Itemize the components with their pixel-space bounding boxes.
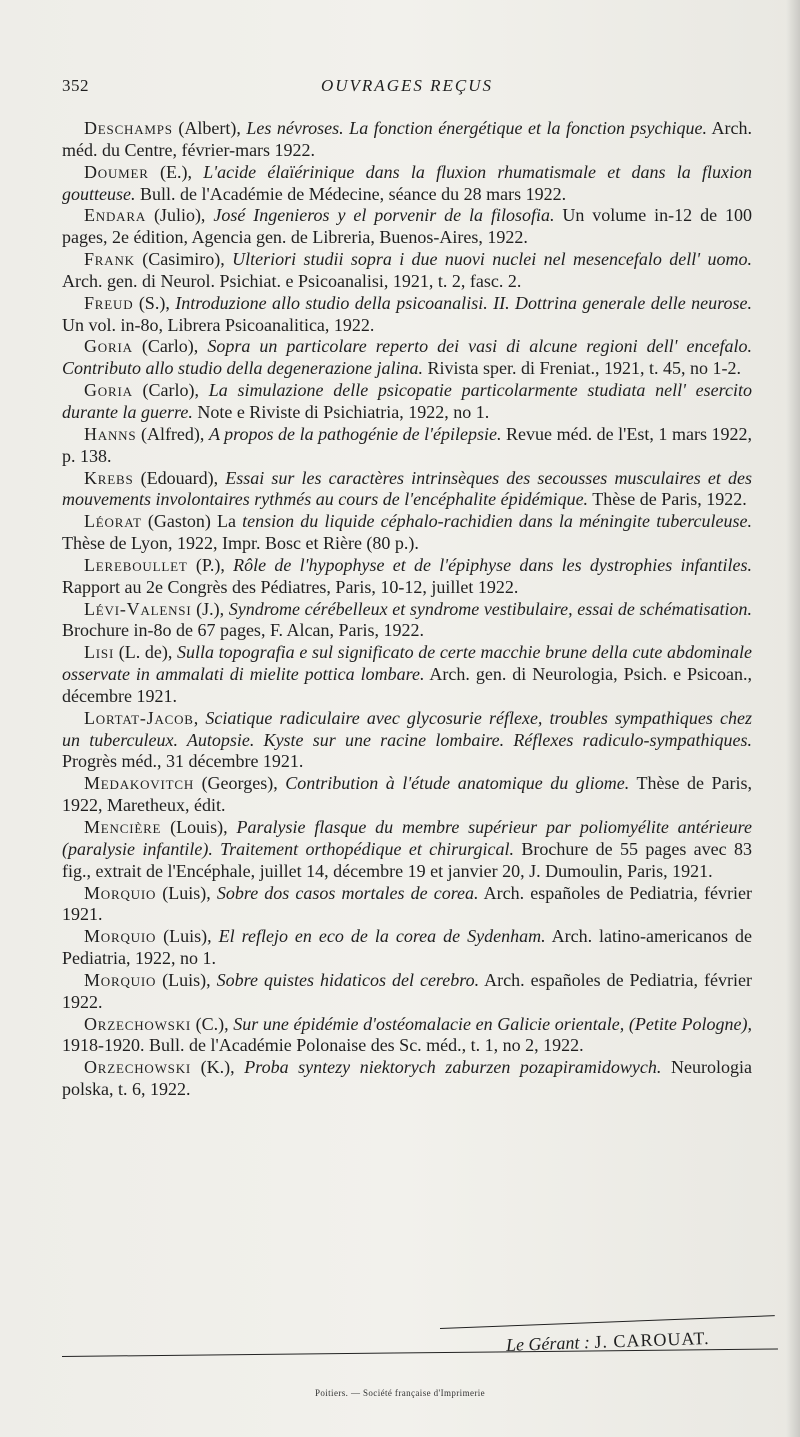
reference-source: Brochure de 55 pages avec 83 fig., extrait de l'Encéphale, juillet 14, décembre 19 et janvier 20, J. Dumoulin, Paris, 1921.	[62, 838, 752, 881]
reference-initials: (Georges),	[194, 773, 286, 794]
reference-author: Morquio	[84, 969, 157, 990]
reference-author: Goria	[84, 336, 133, 357]
reference-source: Arch. españoles de Pediatria, février 1922.	[62, 969, 752, 1012]
reference-source: Arch. españoles de Pediatria, février 1921.	[62, 882, 752, 925]
reference-entry	[62, 1057, 752, 1101]
signature-name: J. CAROUAT.	[594, 1327, 710, 1352]
signature-label: Le Gérant :	[505, 1332, 591, 1355]
reference-entry	[62, 249, 752, 293]
reference-entry	[62, 162, 752, 206]
reference-author: Deschamps	[84, 118, 173, 138]
reference-initials: (Albert),	[172, 118, 247, 138]
reference-author: Medakovitch	[84, 773, 195, 794]
reference-entry	[62, 642, 752, 708]
reference-title: A propos de la pathogénie de l'épilepsie.	[208, 423, 502, 444]
reference-source: Un vol. in-8o, Librera Psicoanalitica, 1922.	[62, 314, 375, 335]
reference-entry	[62, 511, 752, 555]
reference-source: Progrès méd., 31 décembre 1921.	[62, 751, 304, 772]
reference-entry	[62, 599, 752, 643]
reference-title: Rôle de l'hypophyse et de l'épiphyse dans les dystrophies infantiles.	[233, 554, 752, 575]
reference-source: Arch. gen. di Neurologia, Psich. e Psicoan., décembre 1921.	[62, 664, 752, 706]
reference-title: Essai sur les caractères intrinsèques des secousses musculaires et des mouvements involontaires rythmés au cours de l'encéphalite épidémique.	[62, 467, 753, 510]
reference-source: Neurologia polska, t. 6, 1922.	[62, 1057, 752, 1100]
reference-title: L'acide élaïérinique dans la fluxion rhumatismale et dans la fluxion goutteuse.	[62, 161, 753, 204]
reference-entry	[62, 424, 752, 468]
reference-author: Doumer	[84, 161, 149, 182]
reference-title: Proba syntezy niektorych zaburzen pozapiramidowych.	[244, 1057, 662, 1078]
page-edge-shadow	[786, 0, 800, 1437]
reference-initials: (Casimiro),	[134, 249, 233, 270]
reference-title: Sulla topografia e sul significato de certe macchie brune della cute abdominale osservate in ammalati di mielite pottica lombare.	[62, 642, 753, 685]
reference-title: José Ingenieros y el porvenir de la filosofia.	[213, 205, 555, 226]
reference-initials: (Carlo),	[132, 380, 209, 401]
reference-title: Sopra un particolare reperto dei vasi di alcune regioni dell' encefalo. Contributo allo studio della degenerazione jalina.	[62, 336, 752, 379]
reference-title: Sciatique radiculaire avec glycosurie réflexe, troubles sympathiques chez un tuberculeux. Autopsie. Kyste sur une racine lombaire. Réflexes radiculo-sympathiques.	[62, 707, 752, 750]
reference-title: El reflejo en eco de la corea de Sydenham.	[218, 926, 546, 947]
references-list	[62, 118, 752, 1101]
reference-author: Frank	[84, 249, 135, 270]
reference-source: Note e Riviste di Psichiatria, 1922, no 1.	[192, 401, 490, 422]
reference-initials: (Edouard),	[133, 467, 226, 488]
reference-source: Thèse de Paris, 1922.	[588, 489, 747, 510]
reference-entry	[62, 293, 752, 337]
reference-initials: (Alfred),	[136, 423, 209, 444]
reference-entry	[62, 205, 752, 249]
reference-title: Les névroses. La fonction énergétique et la fonction psychique.	[246, 118, 707, 138]
reference-source: Arch. gen. di Neurol. Psichiat. e Psicoanalisi, 1921, t. 2, fasc. 2.	[62, 270, 522, 291]
reference-author: Freud	[84, 292, 134, 313]
reference-source: Bull. de l'Académie de Médecine, séance du 28 mars 1922.	[135, 183, 567, 204]
reference-author: Lortat-Jacob	[84, 707, 194, 728]
reference-title: Sobre dos casos mortales de corea.	[216, 882, 479, 903]
reference-entry	[62, 926, 752, 970]
reference-initials: (Gaston) La	[141, 511, 243, 532]
reference-initials: (Louis),	[161, 817, 237, 837]
reference-source: Thèse de Paris, 1922, Maretheux, édit.	[62, 773, 752, 816]
reference-initials: (Julio),	[146, 205, 214, 226]
reference-initials: (Luis),	[156, 969, 217, 990]
reference-initials: (Luis),	[156, 926, 219, 947]
reference-author: Orzechowski	[84, 1013, 192, 1034]
reference-entry	[62, 118, 752, 162]
printer-imprint: Poitiers. — Société française d'Imprimerie	[314, 1388, 486, 1398]
reference-entry	[62, 883, 752, 927]
reference-initials: (P.),	[187, 554, 234, 575]
reference-initials: (J.),	[191, 598, 229, 619]
page-number: 352	[62, 76, 89, 95]
reference-title: tension du liquide céphalo-rachidien dans la méningite tuberculeuse.	[242, 511, 753, 532]
reference-title: Introduzione allo studio della psicoanalisi. II. Dottrina generale delle neurose.	[175, 292, 753, 313]
page-header	[62, 76, 752, 100]
reference-entry	[62, 708, 752, 774]
reference-initials: (S.),	[133, 292, 176, 313]
reference-entry	[62, 970, 752, 1014]
reference-entry	[62, 380, 752, 424]
reference-initials: (Carlo),	[132, 336, 208, 357]
reference-author: Krebs	[84, 467, 134, 488]
bottom-rule	[62, 1349, 778, 1357]
reference-source: Arch. latino-americanos de Pediatria, 1922, no 1.	[62, 926, 752, 969]
reference-title: Sur une épidémie d'ostéomalacie en Galicie orientale, (Petite Pologne),	[233, 1013, 752, 1034]
reference-initials: (Luis),	[156, 882, 217, 903]
reference-source: Rapport au 2e Congrès des Pédiatres, Paris, 10-12, juillet 1922.	[62, 576, 519, 597]
reference-initials: (C.),	[191, 1013, 234, 1034]
running-head: OUVRAGES REÇUS	[320, 76, 493, 95]
reference-author: Léorat	[84, 511, 142, 532]
reference-title: Ulteriori studii sopra i due nuovi nuclei nel mesencefalo dell' uomo.	[232, 249, 752, 270]
reference-entry	[62, 1014, 752, 1058]
reference-title: Paralysie flasque du membre supérieur par poliomyélite antérieure (paralysie infantile). Traitement orthopédique et chirurgical.	[62, 817, 752, 859]
reference-entry	[62, 555, 752, 599]
reference-initials: (E.),	[148, 161, 204, 182]
reference-entry	[62, 817, 752, 883]
reference-author: Endara	[84, 205, 147, 226]
reference-title: La simulazione delle psicopatie particolarmente studiata nell' esercito durante la guerre.	[62, 380, 752, 422]
reference-entry	[62, 468, 752, 512]
reference-author: Morquio	[84, 926, 157, 947]
reference-author: Goria	[84, 380, 133, 401]
reference-title: Sobre quistes hidaticos del cerebro.	[216, 969, 480, 990]
reference-title: Syndrome cérébelleux et syndrome vestibulaire, essai de schématisation.	[228, 598, 752, 619]
signature-rule	[440, 1315, 775, 1329]
reference-source: Thèse de Lyon, 1922, Impr. Bosc et Rière (80 p.).	[62, 533, 419, 554]
reference-source: Revue méd. de l'Est, 1 mars 1922, p. 138.	[62, 423, 752, 466]
reference-initials: (L. de),	[114, 642, 178, 663]
reference-source: 1918-1920. Bull. de l'Académie Polonaise des Sc. méd., t. 1, no 2, 1922.	[62, 1035, 584, 1056]
reference-author: Mencière	[84, 817, 162, 837]
reference-title: Contribution à l'étude anatomique du gliome.	[285, 773, 630, 794]
reference-source: Arch. méd. du Centre, février-mars 1922.	[62, 118, 752, 160]
reference-source: Rivista sper. di Freniat., 1921, t. 45, no 1-2.	[422, 358, 741, 379]
reference-author: Lisi	[84, 642, 115, 663]
reference-initials: ,	[193, 707, 206, 728]
reference-source: Un volume in-12 de 100 pages, 2e édition, Agencia gen. de Libreria, Buenos-Aires, 1922.	[62, 205, 752, 248]
reference-author: Orzechowski	[84, 1057, 192, 1078]
reference-initials: (K.),	[191, 1057, 245, 1078]
reference-entry	[62, 773, 752, 817]
reference-author: Morquio	[84, 882, 157, 903]
reference-author: Hanns	[84, 423, 137, 444]
reference-entry	[62, 336, 752, 380]
reference-author: Lereboullet	[84, 554, 188, 575]
reference-author: Lévi-Valensi	[84, 598, 192, 619]
reference-source: Brochure in-8o de 67 pages, F. Alcan, Paris, 1922.	[62, 620, 424, 641]
